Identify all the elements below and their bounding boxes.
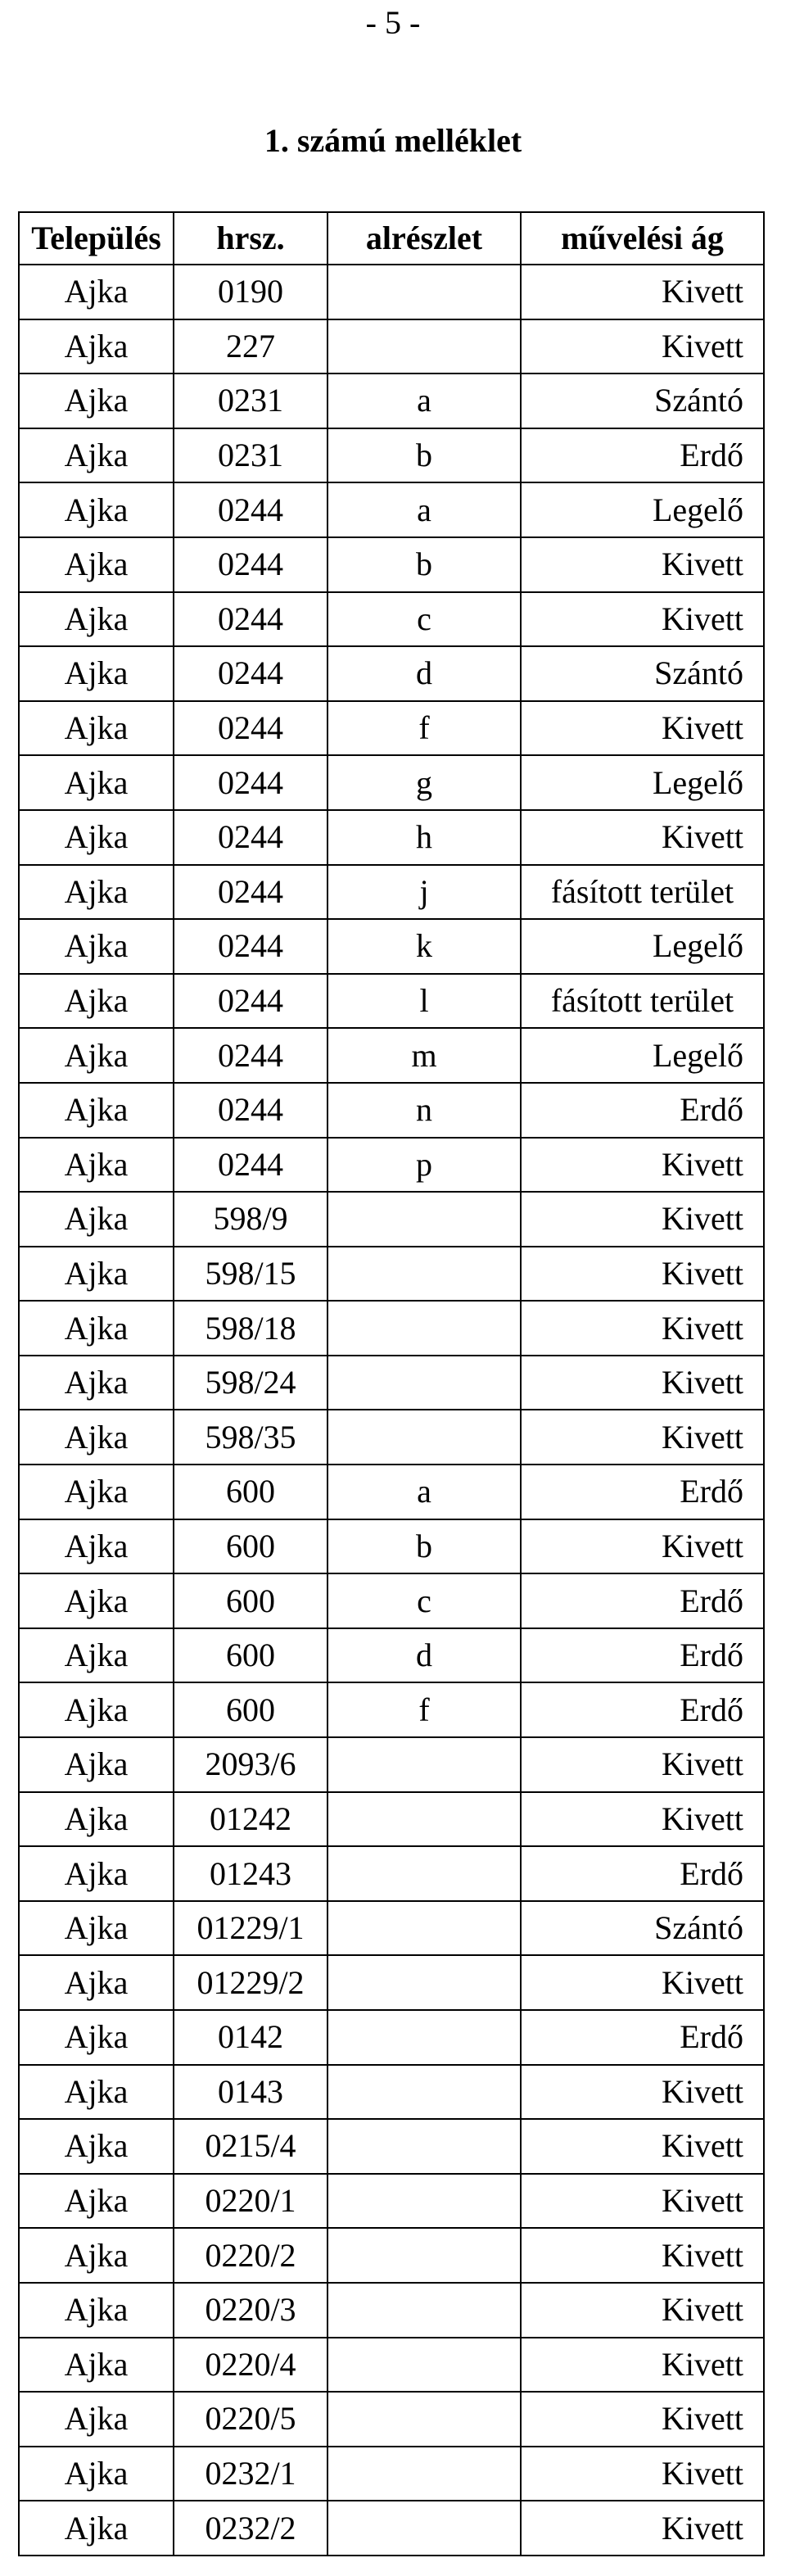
table-row [19,2228,764,2283]
cell-cultivation: Kivett [521,2392,764,2447]
cell-subdivision: b [328,428,521,483]
cell-subdivision [328,2119,521,2174]
cell-subdivision: a [328,482,521,537]
cell-subdivision: a [328,1465,521,1519]
cell-settlement: Ajka [19,1737,174,1792]
cell-lot-number: 01229/1 [174,1901,328,1956]
cell-subdivision: g [328,755,521,810]
cell-lot-number: 0190 [174,265,328,319]
table-row [19,2392,764,2447]
cell-lot-number: 0244 [174,482,328,537]
cell-cultivation: Kivett [521,1519,764,1574]
table-row [19,810,764,865]
table-row [19,1682,764,1737]
cell-settlement: Ajka [19,1083,174,1138]
cell-lot-number: 598/18 [174,1301,328,1356]
cell-settlement: Ajka [19,2010,174,2065]
cell-subdivision [328,1192,521,1247]
cell-subdivision: b [328,537,521,592]
cell-lot-number: 0220/4 [174,2338,328,2393]
cell-lot-number: 598/24 [174,1356,328,1410]
cell-lot-number: 0220/5 [174,2392,328,2447]
cell-settlement: Ajka [19,265,174,319]
cell-settlement: Ajka [19,1792,174,1847]
cell-subdivision [328,2228,521,2283]
table-row [19,2010,764,2065]
cell-cultivation: Erdő [521,1628,764,1683]
table-row [19,1573,764,1628]
cell-lot-number: 0244 [174,1083,328,1138]
table-row [19,974,764,1029]
cell-subdivision: a [328,373,521,428]
cell-lot-number: 0244 [174,755,328,810]
cell-subdivision [328,2447,521,2501]
cell-lot-number: 0231 [174,373,328,428]
header-subdivision: alrészlet [328,212,521,265]
cell-cultivation: Erdő [521,1573,764,1628]
cell-lot-number: 0244 [174,974,328,1029]
cell-subdivision [328,2174,521,2229]
table-row [19,2119,764,2174]
cell-lot-number: 0244 [174,810,328,865]
table-row [19,1028,764,1083]
cell-settlement: Ajka [19,810,174,865]
cell-lot-number: 598/35 [174,1410,328,1465]
table-row [19,755,764,810]
table-row [19,373,764,428]
cell-settlement: Ajka [19,2228,174,2283]
cell-lot-number: 01243 [174,1846,328,1901]
cell-subdivision: d [328,646,521,701]
cell-subdivision [328,2283,521,2338]
table-row [19,2283,764,2338]
cell-settlement: Ajka [19,1628,174,1683]
cell-cultivation: Erdő [521,2010,764,2065]
cell-settlement: Ajka [19,319,174,374]
table-row [19,1737,764,1792]
cell-settlement: Ajka [19,1901,174,1956]
cell-cultivation: Kivett [521,1301,764,1356]
cell-cultivation: Legelő [521,919,764,974]
table-row [19,1192,764,1247]
cell-lot-number: 600 [174,1682,328,1737]
table-row [19,2338,764,2393]
cell-subdivision [328,2010,521,2065]
table-row [19,1410,764,1465]
cell-subdivision [328,1247,521,1302]
cell-subdivision: f [328,1682,521,1737]
cell-cultivation: Szántó [521,373,764,428]
cell-lot-number: 0231 [174,428,328,483]
cell-settlement: Ajka [19,974,174,1029]
cell-subdivision [328,1737,521,1792]
cell-lot-number: 0220/2 [174,2228,328,2283]
table-row [19,1955,764,2010]
cell-settlement: Ajka [19,1682,174,1737]
table-row [19,482,764,537]
cell-settlement: Ajka [19,1192,174,1247]
cell-subdivision [328,1792,521,1847]
cell-subdivision: n [328,1083,521,1138]
cell-cultivation: Erdő [521,428,764,483]
cell-lot-number: 0142 [174,2010,328,2065]
cell-settlement: Ajka [19,1028,174,1083]
cell-cultivation: Kivett [521,1955,764,2010]
cell-lot-number: 600 [174,1628,328,1683]
cell-subdivision [328,265,521,319]
cell-subdivision: h [328,810,521,865]
cell-subdivision [328,2065,521,2120]
cell-lot-number: 0244 [174,919,328,974]
table-row [19,919,764,974]
cell-settlement: Ajka [19,2392,174,2447]
cell-settlement: Ajka [19,537,174,592]
cell-cultivation: Kivett [521,265,764,319]
cell-settlement: Ajka [19,2283,174,2338]
cell-cultivation: Kivett [521,2447,764,2501]
cell-lot-number: 01229/2 [174,1955,328,2010]
table-row [19,701,764,756]
cell-settlement: Ajka [19,373,174,428]
cell-cultivation: Erdő [521,1682,764,1737]
cell-cultivation: Kivett [521,1792,764,1847]
cell-settlement: Ajka [19,1465,174,1519]
cell-lot-number: 600 [174,1573,328,1628]
cell-settlement: Ajka [19,2447,174,2501]
cell-cultivation: Kivett [521,537,764,592]
table-row [19,1356,764,1410]
cell-lot-number: 0220/1 [174,2174,328,2229]
cell-lot-number: 227 [174,319,328,374]
parcel-table [18,211,765,2556]
table-row [19,1901,764,1956]
cell-lot-number: 01242 [174,1792,328,1847]
table-row [19,646,764,701]
cell-cultivation: Szántó [521,646,764,701]
table-row [19,1301,764,1356]
cell-cultivation: Legelő [521,755,764,810]
table-row [19,1465,764,1519]
cell-cultivation: Kivett [521,319,764,374]
table-row [19,2501,764,2556]
cell-subdivision [328,2392,521,2447]
cell-lot-number: 598/15 [174,1247,328,1302]
cell-subdivision: j [328,865,521,920]
table-row [19,2447,764,2501]
cell-cultivation: Erdő [521,1083,764,1138]
cell-settlement: Ajka [19,701,174,756]
cell-subdivision [328,2338,521,2393]
cell-cultivation: Kivett [521,1192,764,1247]
cell-cultivation: Kivett [521,810,764,865]
cell-lot-number: 0143 [174,2065,328,2120]
cell-settlement: Ajka [19,1519,174,1574]
cell-subdivision [328,319,521,374]
table-row [19,592,764,647]
cell-lot-number: 598/9 [174,1192,328,1247]
cell-subdivision: b [328,1519,521,1574]
cell-subdivision: k [328,919,521,974]
cell-settlement: Ajka [19,2119,174,2174]
cell-lot-number: 0244 [174,865,328,920]
cell-settlement: Ajka [19,2174,174,2229]
cell-cultivation: Legelő [521,482,764,537]
cell-cultivation: Erdő [521,1465,764,1519]
cell-cultivation: Kivett [521,2119,764,2174]
table-row [19,319,764,374]
cell-cultivation: Kivett [521,1410,764,1465]
cell-cultivation: Kivett [521,2338,764,2393]
cell-lot-number: 2093/6 [174,1737,328,1792]
cell-settlement: Ajka [19,865,174,920]
header-cultivation: művelési ág [521,212,764,265]
table-row [19,265,764,319]
cell-lot-number: 600 [174,1465,328,1519]
cell-subdivision: d [328,1628,521,1683]
table-row [19,1247,764,1302]
cell-cultivation: Kivett [521,2065,764,2120]
page-number: - 5 - [365,4,421,41]
cell-cultivation: Kivett [521,1356,764,1410]
cell-subdivision: c [328,1573,521,1628]
cell-lot-number: 0232/1 [174,2447,328,2501]
cell-settlement: Ajka [19,1247,174,1302]
cell-subdivision [328,1846,521,1901]
cell-cultivation: Kivett [521,592,764,647]
cell-subdivision [328,1356,521,1410]
cell-lot-number: 600 [174,1519,328,1574]
table-row [19,1628,764,1683]
table-row [19,1083,764,1138]
cell-cultivation: Kivett [521,2501,764,2556]
cell-cultivation: Kivett [521,1138,764,1193]
cell-lot-number: 0220/3 [174,2283,328,2338]
cell-cultivation: Kivett [521,1247,764,1302]
cell-lot-number: 0244 [174,592,328,647]
cell-cultivation: fásított terület [521,865,764,920]
cell-settlement: Ajka [19,1955,174,2010]
cell-lot-number: 0244 [174,537,328,592]
cell-cultivation: Kivett [521,1737,764,1792]
cell-settlement: Ajka [19,428,174,483]
cell-settlement: Ajka [19,1410,174,1465]
cell-settlement: Ajka [19,2338,174,2393]
table-row [19,1519,764,1574]
cell-cultivation: Legelő [521,1028,764,1083]
cell-cultivation: Szántó [521,1901,764,1956]
annex-title: 1. számú melléklet [264,122,522,159]
cell-subdivision: c [328,592,521,647]
cell-settlement: Ajka [19,1846,174,1901]
cell-settlement: Ajka [19,646,174,701]
table-row [19,428,764,483]
cell-subdivision [328,1301,521,1356]
cell-settlement: Ajka [19,2065,174,2120]
cell-settlement: Ajka [19,592,174,647]
table-row [19,1846,764,1901]
parcel-table-header [19,212,764,265]
header-settlement: Település [19,212,174,265]
cell-settlement: Ajka [19,1301,174,1356]
header-lot-number: hrsz. [174,212,328,265]
cell-subdivision [328,1901,521,1956]
cell-subdivision: l [328,974,521,1029]
cell-settlement: Ajka [19,1573,174,1628]
cell-settlement: Ajka [19,919,174,974]
cell-cultivation: fásított terület [521,974,764,1029]
cell-lot-number: 0244 [174,1138,328,1193]
cell-subdivision: m [328,1028,521,1083]
cell-cultivation: Kivett [521,2174,764,2229]
cell-subdivision [328,1410,521,1465]
cell-lot-number: 0215/4 [174,2119,328,2174]
cell-lot-number: 0244 [174,646,328,701]
header-row [19,212,764,265]
cell-cultivation: Erdő [521,1846,764,1901]
cell-lot-number: 0244 [174,1028,328,1083]
cell-settlement: Ajka [19,1138,174,1193]
table-row [19,537,764,592]
cell-subdivision [328,2501,521,2556]
cell-subdivision [328,1955,521,2010]
cell-settlement: Ajka [19,482,174,537]
cell-settlement: Ajka [19,755,174,810]
cell-cultivation: Kivett [521,2228,764,2283]
cell-lot-number: 0244 [174,701,328,756]
cell-settlement: Ajka [19,1356,174,1410]
parcel-table-body [19,265,764,2556]
table-row [19,2174,764,2229]
table-row [19,1792,764,1847]
table-row [19,1138,764,1193]
cell-cultivation: Kivett [521,2283,764,2338]
table-row [19,2065,764,2120]
cell-cultivation: Kivett [521,701,764,756]
cell-lot-number: 0232/2 [174,2501,328,2556]
cell-settlement: Ajka [19,2501,174,2556]
cell-subdivision: f [328,701,521,756]
cell-subdivision: p [328,1138,521,1193]
table-row [19,865,764,920]
